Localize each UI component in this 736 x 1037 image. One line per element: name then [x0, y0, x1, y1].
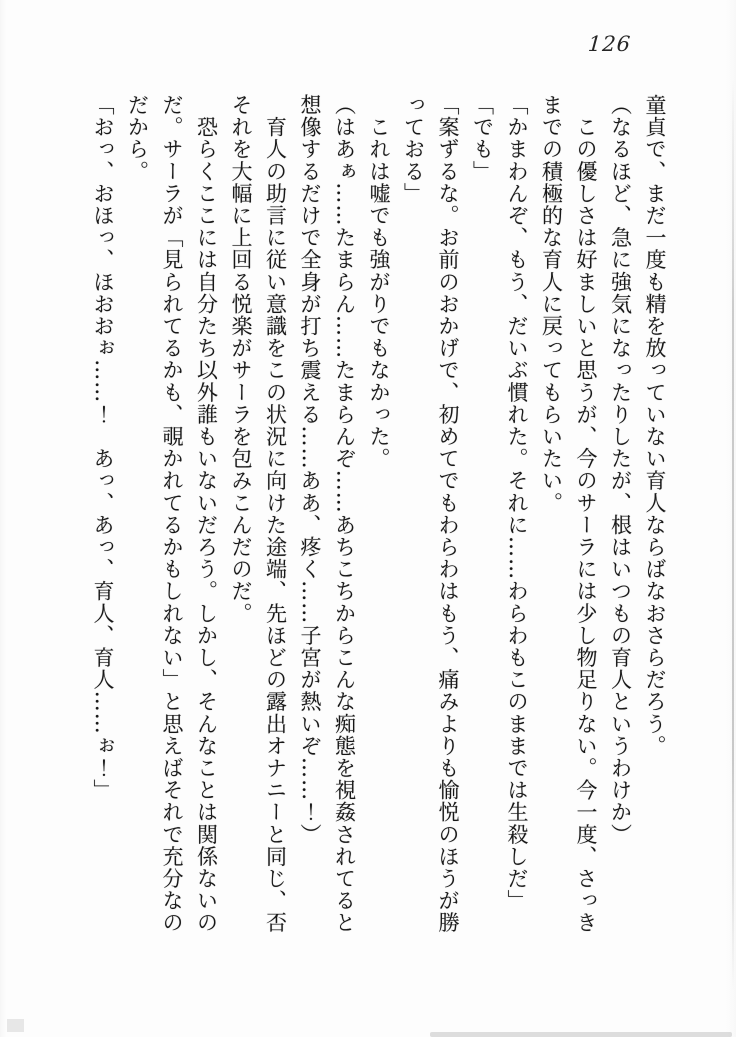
- text-column: っておる」: [401, 94, 426, 205]
- text-column: 「かまわんぞ、もう、だいぶ慣れた。それに……わらわもこのままでは生殺しだ」: [505, 94, 529, 912]
- scan-artifact-corner: [7, 1019, 24, 1032]
- text-column: だから。: [125, 94, 150, 183]
- text-column: （なるほど、急に強気になったりしたが、根はいつもの育人というわけか）: [608, 94, 633, 846]
- page-number: 126: [587, 32, 632, 56]
- scan-artifact-right-edge: [732, 80, 734, 990]
- body-text: [86, 94, 673, 946]
- text-column: （はあぁ……たまらん……たまらんぞ……あちこちからこんな痴態を視姦されてると: [332, 94, 357, 934]
- text-column: 童貞で、まだ一度も精を放っていない育人ならばなおさらだろう。: [643, 94, 667, 757]
- text-column: までの積極的な育人に戻ってもらいたい。: [539, 94, 564, 514]
- text-column: それを大幅に上回る悦楽がサーラを包みこんだのだ。: [229, 94, 253, 625]
- text-column: この優しさは好ましいと思うが、今のサーラには少し物足りない。今一度、さっき: [574, 94, 598, 934]
- text-column: だ。サーラが「見られてるかも、覗かれてるかもしれない」と思えばそれで充分なの: [160, 94, 184, 934]
- text-column: 想像するだけで全身が打ち震える……ああ、疼く……子宮が熱いぞ……！）: [298, 94, 322, 846]
- text-column: 「案ずるな。お前のおかげで、初めてでもわらわはもう、痛みよりも愉悦のほうが勝: [436, 94, 460, 934]
- text-column: 恐らくここには自分たち以外誰もいないだろう。しかし、そんなことは関係ないの: [194, 94, 219, 934]
- text-column: 「でも」: [470, 94, 495, 183]
- text-column: 育人の助言に従い意識をこの状況に向けた途端、先ほどの露出オナニーと同じ、否: [263, 94, 288, 934]
- scan-artifact-bottom-edge: [430, 1032, 732, 1037]
- text-column: 「おっ、おほっ、ほおおぉ……！ あっ、あっ、育人、育人……ぉ！」: [91, 94, 115, 802]
- text-column: これは嘘でも強がりでもなかった。: [367, 94, 391, 470]
